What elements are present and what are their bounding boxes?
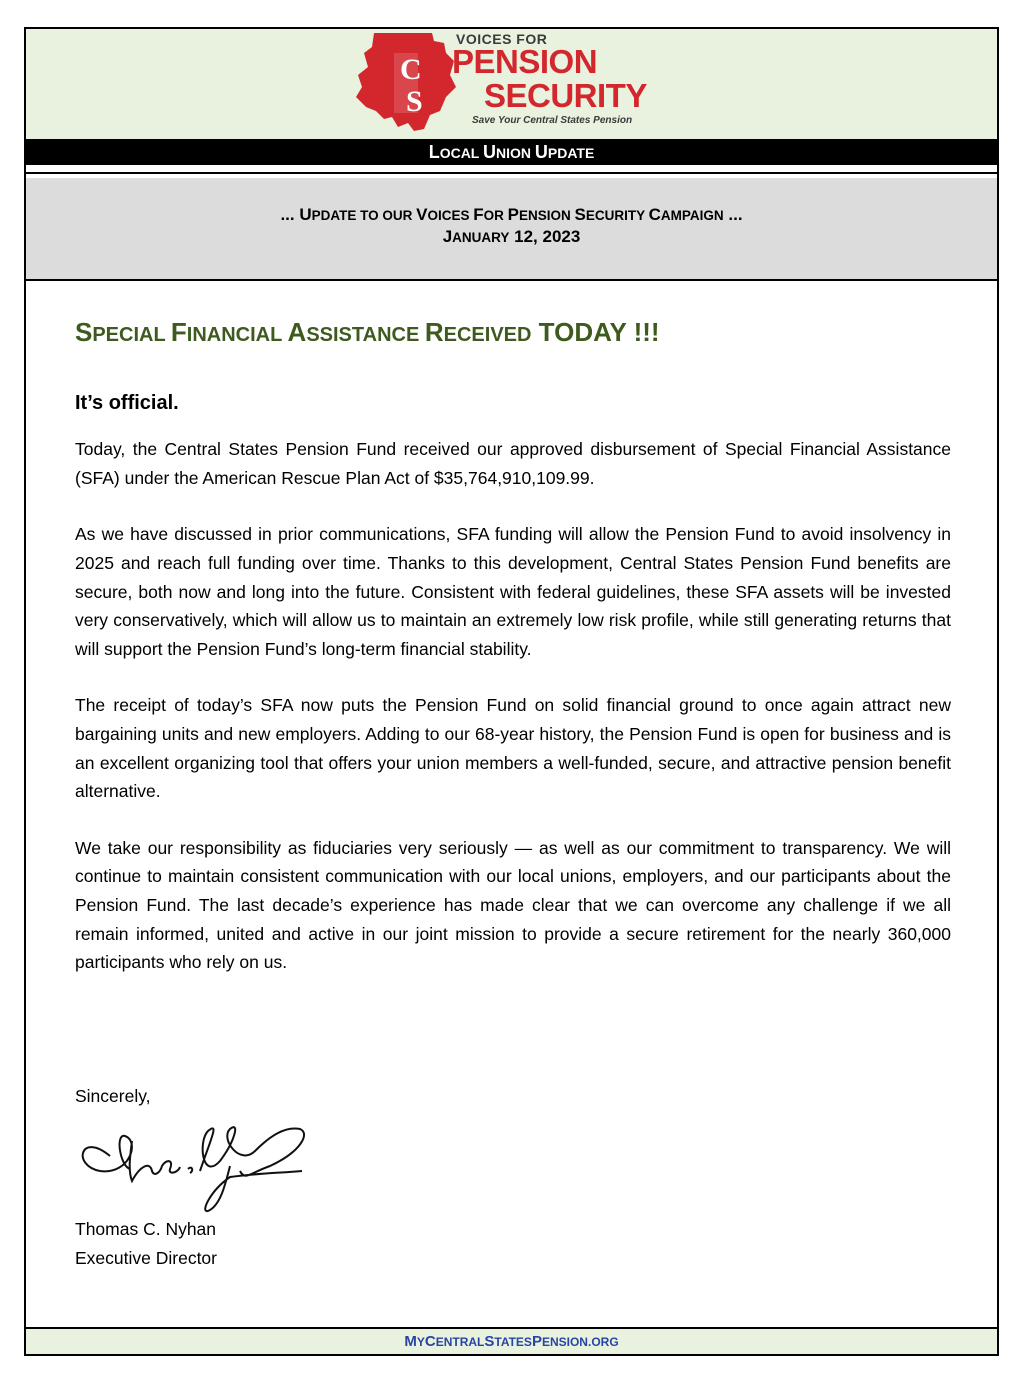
headline-text: F [170,317,187,347]
campaign-update-box [26,178,997,281]
footer-text: ORG [591,1335,619,1349]
band-text: L [428,142,440,162]
headline-text: S [75,317,93,347]
voices-for-pension-security-logo [354,31,674,135]
date-text: J [442,227,453,246]
svg-text:C: C [400,53,422,86]
campaign-title-text: PDATE TO OUR [311,208,417,223]
signature-image [70,1111,310,1216]
footer-website-link[interactable] [26,1327,997,1354]
headline-text: INANCIAL [186,324,288,346]
campaign-title-text: ENSION [519,208,575,223]
footer-text: C [424,1333,436,1350]
local-union-update-band [26,139,997,165]
campaign-title-text: OR [483,208,508,223]
map-logo-icon [354,31,458,135]
headline-text: ECEIVED [443,324,532,346]
footer-text: S [484,1333,495,1350]
campaign-title [26,205,997,225]
footer-text: ENTRAL [435,1335,485,1349]
campaign-title-text: U [299,205,312,224]
letter-body [75,317,951,994]
signer-name: Thomas C. Nyhan [75,1219,217,1239]
footer-text: . [587,1335,592,1349]
its-official-heading: It’s official. [75,392,179,415]
logo-security: SECURITY [484,77,647,114]
signer-block [75,1215,217,1272]
date-text: 12, 2023 [509,227,581,246]
headline-text: SSISTANCE [306,324,425,346]
campaign-title-text: S [574,205,586,224]
divider [26,172,997,174]
campaign-title-text: V [416,205,428,224]
campaign-title-text: ECURITY [585,208,649,223]
band-text: U [534,142,548,162]
headline-text: TODAY !!! [531,317,660,347]
paragraph: As we have discussed in prior communications, SFA funding will allow the Pension Fund to avoid insolvency in 2025 and reach full funding over time. Thanks to this development, Central States Pension Fund benefits are secure, both now and long into the future. Consistent with federal guidelines, these SFA assets will be invested very conservatively, which will allow us to maintain an extremely low risk profile, while still generating returns that will support the Pension Fund’s long-term financial stability. [75,524,951,659]
headline-text: A [287,317,307,347]
letter-frame [24,27,999,1356]
band-text: U [483,142,496,162]
band-text: OCAL [439,145,483,161]
footer-text: ENSION [541,1335,588,1349]
paragraph: We take our responsibility as fiduciaries very seriously — as well as our commitment to transparency. We will continue to maintain consistent communication with our local unions, employers, and our participants about the Pension Fund. The last decade’s experience has made clear that we can overcome any challenge if we all remain informed, united and active in our joint mission to provide a secure retirement for the nearly 360,000 participants who rely on us. [75,837,951,973]
campaign-title-text: AMPAIGN [660,208,724,223]
header [26,29,997,139]
campaign-title-text: P [507,205,519,224]
logo-voices-for: VOICES FOR [456,31,548,47]
headline-text: R [424,317,444,347]
footer-text: TATES [494,1335,532,1349]
update-date [26,227,997,247]
campaign-title-text: C [648,205,661,224]
footer-text: P [531,1333,542,1350]
paragraph: The receipt of today’s SFA now puts the Pension Fund on solid financial ground to once again attract new bargaining units and new employers. Adding to our 68-year history, the Pension Fund is open for business and is an excellent organizing tool that offers your union members a well-funded, secure, and attractive pension benefit alternative. [75,695,951,802]
signer-title: Executive Director [75,1247,217,1268]
closing: Sincerely, [75,1086,151,1106]
logo-pension: PENSION [452,43,598,80]
headline [75,317,951,348]
headline-text: PECIAL [92,324,171,346]
date-text: ANUARY [452,230,510,245]
campaign-title-text: ... [723,205,743,224]
band-text: NION [496,145,535,161]
band-text: PDATE [547,145,595,161]
svg-text:S: S [406,85,423,118]
footer-text: Y [416,1335,425,1349]
campaign-title-text: ... [280,205,300,224]
paragraph: Today, the Central States Pension Fund received our approved disbursement of Special Financial Assistance (SFA) under the American Rescue Plan Act of $35,764,910,109.99. [75,439,951,488]
footer-text: M [404,1333,417,1350]
campaign-title-text: OICES [427,208,474,223]
logo-tagline: Save Your Central States Pension [472,115,633,126]
campaign-title-text: F [473,205,484,224]
